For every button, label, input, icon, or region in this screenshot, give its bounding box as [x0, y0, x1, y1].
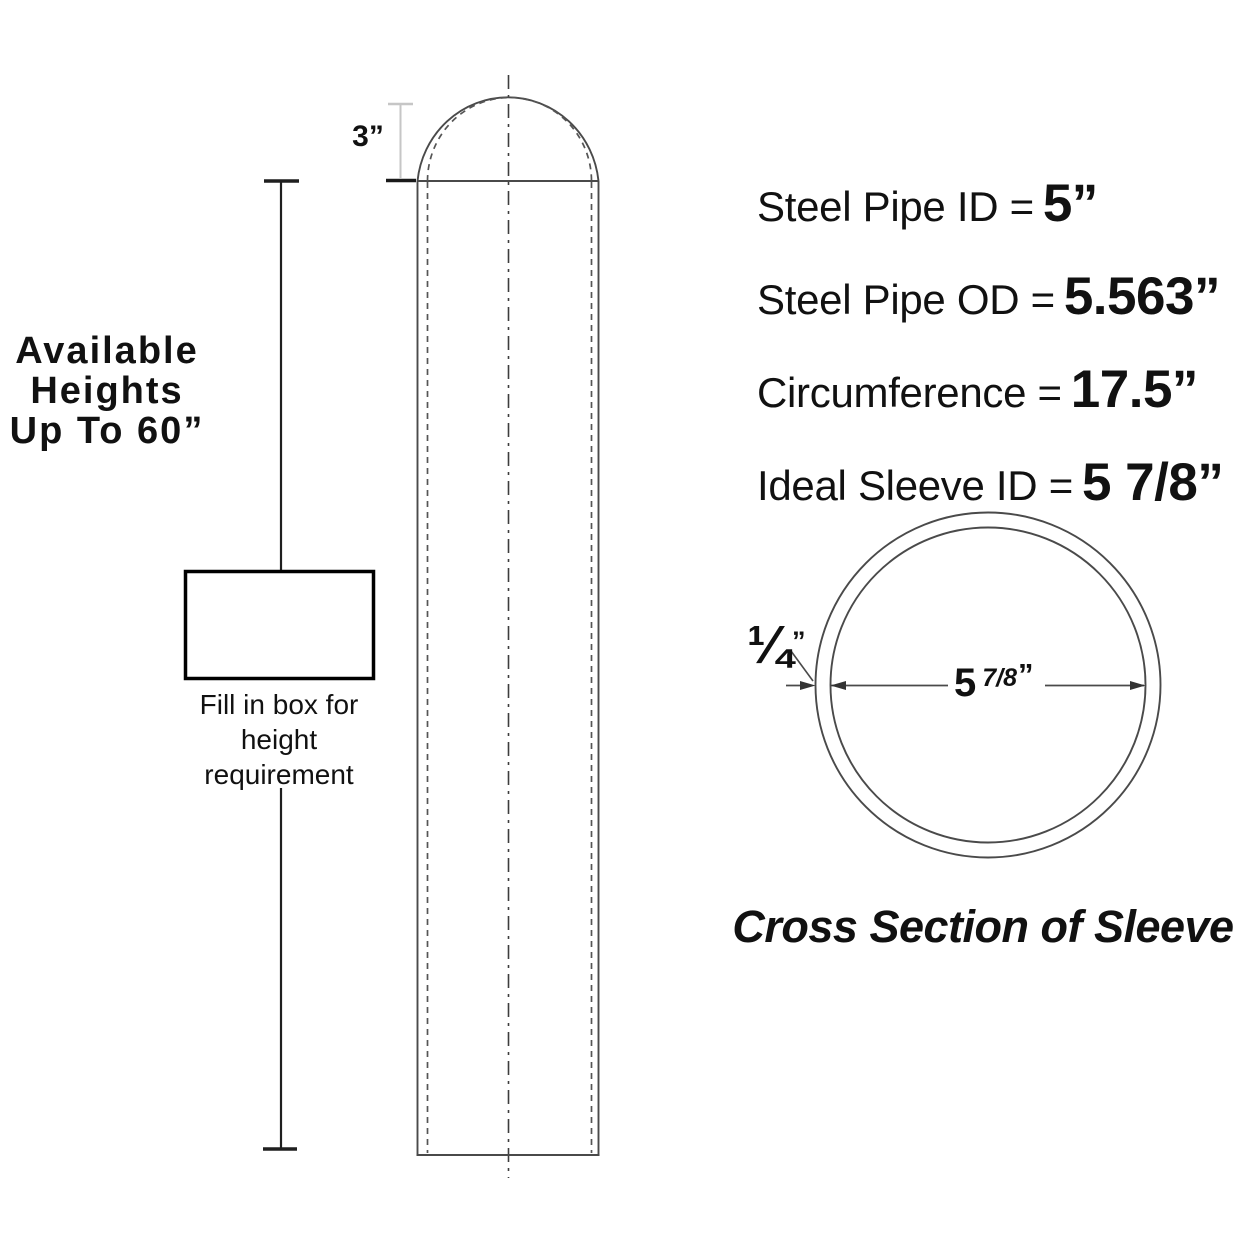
- diameter-arrowhead-left: [831, 681, 847, 690]
- spec-value: 5 7/8”: [1081, 453, 1224, 512]
- wall-thickness-label: [747, 615, 806, 675]
- diameter-fraction: 7/8: [982, 664, 1018, 692]
- spec-label: Steel Pipe ID =: [757, 183, 1034, 230]
- available-heights-note: [0, 331, 214, 451]
- wall-thickness-fraction: ¼: [747, 615, 793, 675]
- fill-box-caption-line1: Fill in box for: [199, 689, 359, 720]
- height-fill-in-box[interactable]: [186, 572, 374, 679]
- spec-value: 17.5”: [1070, 360, 1198, 419]
- fill-box-caption: [160, 687, 398, 792]
- diameter-arrowhead-right: [1130, 681, 1146, 690]
- fill-box-caption-line3: requirement: [204, 759, 354, 790]
- pipe-cap-inner-arc: [428, 98, 592, 181]
- available-heights-line3: Up To 60”: [9, 410, 205, 452]
- wall-thickness-quote: ”: [792, 626, 806, 656]
- spec-label: Ideal Sleeve ID =: [757, 462, 1073, 509]
- available-heights-line2: Heights: [30, 370, 184, 412]
- fill-box-caption-line2: height: [240, 724, 318, 755]
- diameter-quote: ”: [1018, 657, 1034, 692]
- cap-height-dimension-label: 3”: [352, 120, 384, 153]
- spec-value: 5.563”: [1063, 267, 1220, 326]
- pipe-spec-list: [757, 137, 1223, 545]
- available-heights-line1: Available: [15, 330, 199, 372]
- spec-label: Steel Pipe OD =: [757, 276, 1055, 323]
- spec-label: Circumference =: [757, 369, 1062, 416]
- spec-row-sleeve-id: [757, 452, 1224, 512]
- sleeve-diameter-label: [954, 657, 1034, 705]
- spec-value: 5”: [1042, 174, 1098, 233]
- pipe-elevation: [417, 75, 600, 1178]
- cross-section-title: Cross Section of Sleeve: [732, 901, 1234, 952]
- wall-arrowhead: [800, 681, 816, 690]
- spec-row-pipe-id: [757, 173, 1223, 233]
- spec-row-pipe-od: [757, 266, 1223, 326]
- diameter-whole-number: 5: [954, 661, 977, 705]
- spec-row-circumference: [757, 359, 1223, 419]
